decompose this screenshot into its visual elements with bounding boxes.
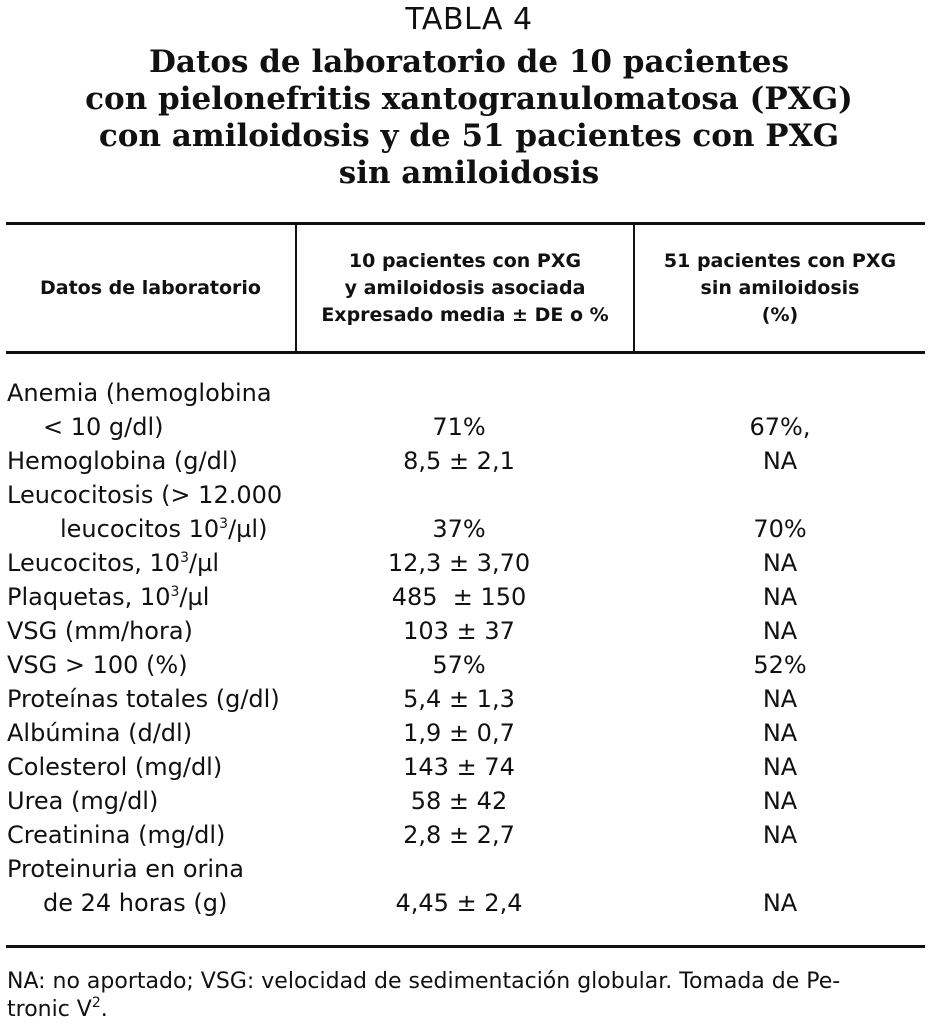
table-row <box>0 750 938 784</box>
cell-no-amyloidosis: NA <box>762 617 798 645</box>
table-title-line: sin amiloidosis <box>338 155 600 191</box>
cell-no-amyloidosis: NA <box>762 821 798 849</box>
row-label: VSG (mm/hora) <box>7 617 193 645</box>
cell-amyloidosis: 58 ± 42 <box>410 787 508 815</box>
row-label <box>7 546 297 580</box>
table-row <box>0 614 938 648</box>
column-header-line: sin amiloidosis <box>700 276 860 299</box>
table-row <box>0 478 938 546</box>
row-label-line: Proteinuria en orina <box>7 855 244 883</box>
cell-no-amyloidosis: NA <box>762 787 798 815</box>
cell-amyloidosis: 103 ± 37 <box>403 617 515 645</box>
cell-amyloidosis: 2,8 ± 2,7 <box>403 821 515 849</box>
cell-no-amyloidosis: NA <box>762 447 798 475</box>
column-header-line: 10 pacientes con PXG <box>348 249 582 272</box>
table-footnote <box>7 968 925 1024</box>
row-label: Proteínas totales (g/dl) <box>7 685 280 713</box>
row-label: Creatinina (mg/dl) <box>7 821 226 849</box>
cell-amyloidosis: 71% <box>432 413 486 441</box>
row-label: Hemoglobina (g/dl) <box>7 447 238 475</box>
row-label <box>7 478 297 546</box>
cell-no-amyloidosis: NA <box>762 583 798 611</box>
cell-no-amyloidosis: NA <box>762 889 798 917</box>
column-header-line: 51 pacientes con PXG <box>663 249 897 272</box>
table-row <box>0 546 938 580</box>
header-bottom-rule <box>6 351 925 354</box>
row-label-line: de 24 horas (g) <box>43 889 228 917</box>
cell-amyloidosis: 8,5 ± 2,1 <box>403 447 515 475</box>
table-row <box>0 818 938 852</box>
row-label <box>7 376 297 444</box>
row-label: Urea (mg/dl) <box>7 787 159 815</box>
row-label-text: /µl) <box>228 515 268 543</box>
cell-amyloidosis: 37% <box>432 515 486 543</box>
column-header-amyloidosis <box>297 225 633 351</box>
table-row <box>0 376 938 444</box>
column-header-line: Expresado media ± DE o % <box>321 303 609 326</box>
cell-no-amyloidosis: NA <box>762 685 798 713</box>
table-bottom-rule <box>6 945 925 948</box>
column-header-line: (%) <box>761 303 799 326</box>
row-label <box>7 580 297 614</box>
row-label-text: leucocitos 10 <box>60 515 220 543</box>
table-row <box>0 716 938 750</box>
footnote-text: tronic V <box>7 997 92 1022</box>
table-row <box>0 580 938 614</box>
footnote-line <box>7 996 925 1024</box>
cell-no-amyloidosis: NA <box>762 719 798 747</box>
cell-amyloidosis: 12,3 ± 3,70 <box>387 549 531 577</box>
table-title-line: Datos de laboratorio de 10 pacientes <box>149 44 789 80</box>
cell-amyloidosis: 485 ± 150 <box>391 583 527 611</box>
table-title-line: con pielonefritis xantogranulomatosa (PXG) <box>85 81 853 117</box>
row-label: VSG > 100 (%) <box>7 651 188 679</box>
table-row <box>0 648 938 682</box>
column-header-line: y amiloidosis asociada <box>344 276 586 299</box>
row-label-text: Leucocitos, 10 <box>7 549 181 577</box>
table-title-line: con amiloidosis y de 51 pacientes con PXG <box>98 118 840 154</box>
cell-amyloidosis: 57% <box>432 651 486 679</box>
cell-amyloidosis: 4,45 ± 2,4 <box>395 889 523 917</box>
column-header-line: Datos de laboratorio <box>39 276 261 299</box>
superscript: 3 <box>180 550 189 566</box>
superscript: 2 <box>91 995 101 1011</box>
superscript: 3 <box>170 584 180 600</box>
table-label: TABLA 4 <box>405 2 533 37</box>
cell-amyloidosis: 143 ± 74 <box>403 753 515 781</box>
row-label-line: Anemia (hemoglobina <box>7 379 272 407</box>
row-label-text: /µl <box>179 583 210 611</box>
row-label: Colesterol (mg/dl) <box>7 753 223 781</box>
superscript: 3 <box>219 516 229 532</box>
cell-no-amyloidosis: 70% <box>753 515 807 543</box>
table-row <box>0 852 938 920</box>
row-label-text: Plaquetas, 10 <box>7 583 171 611</box>
table-row <box>0 682 938 716</box>
cell-no-amyloidosis: NA <box>762 549 798 577</box>
column-header-no-amyloidosis <box>635 225 925 351</box>
column-header-lab-data <box>6 225 295 351</box>
cell-no-amyloidosis: NA <box>762 753 798 781</box>
cell-amyloidosis: 1,9 ± 0,7 <box>403 719 515 747</box>
row-label-line: < 10 g/dl) <box>43 413 164 441</box>
row-label <box>7 852 297 920</box>
table-row <box>0 784 938 818</box>
cell-no-amyloidosis: 67%, <box>749 413 811 441</box>
footnote-text: . <box>100 997 108 1022</box>
cell-amyloidosis: 5,4 ± 1,3 <box>403 685 515 713</box>
cell-no-amyloidosis: 52% <box>753 651 807 679</box>
row-label-line: Leucocitosis (> 12.000 <box>7 481 283 509</box>
row-label: Albúmina (d/dl) <box>7 719 193 747</box>
table-row <box>0 444 938 478</box>
table-title <box>0 44 938 192</box>
table-body <box>0 376 938 920</box>
row-label-line <box>7 512 297 546</box>
row-label-text: /µl <box>188 549 220 577</box>
footnote-line: NA: no aportado; VSG: velocidad de sedimentación globular. Tomada de Pe- <box>7 969 841 994</box>
